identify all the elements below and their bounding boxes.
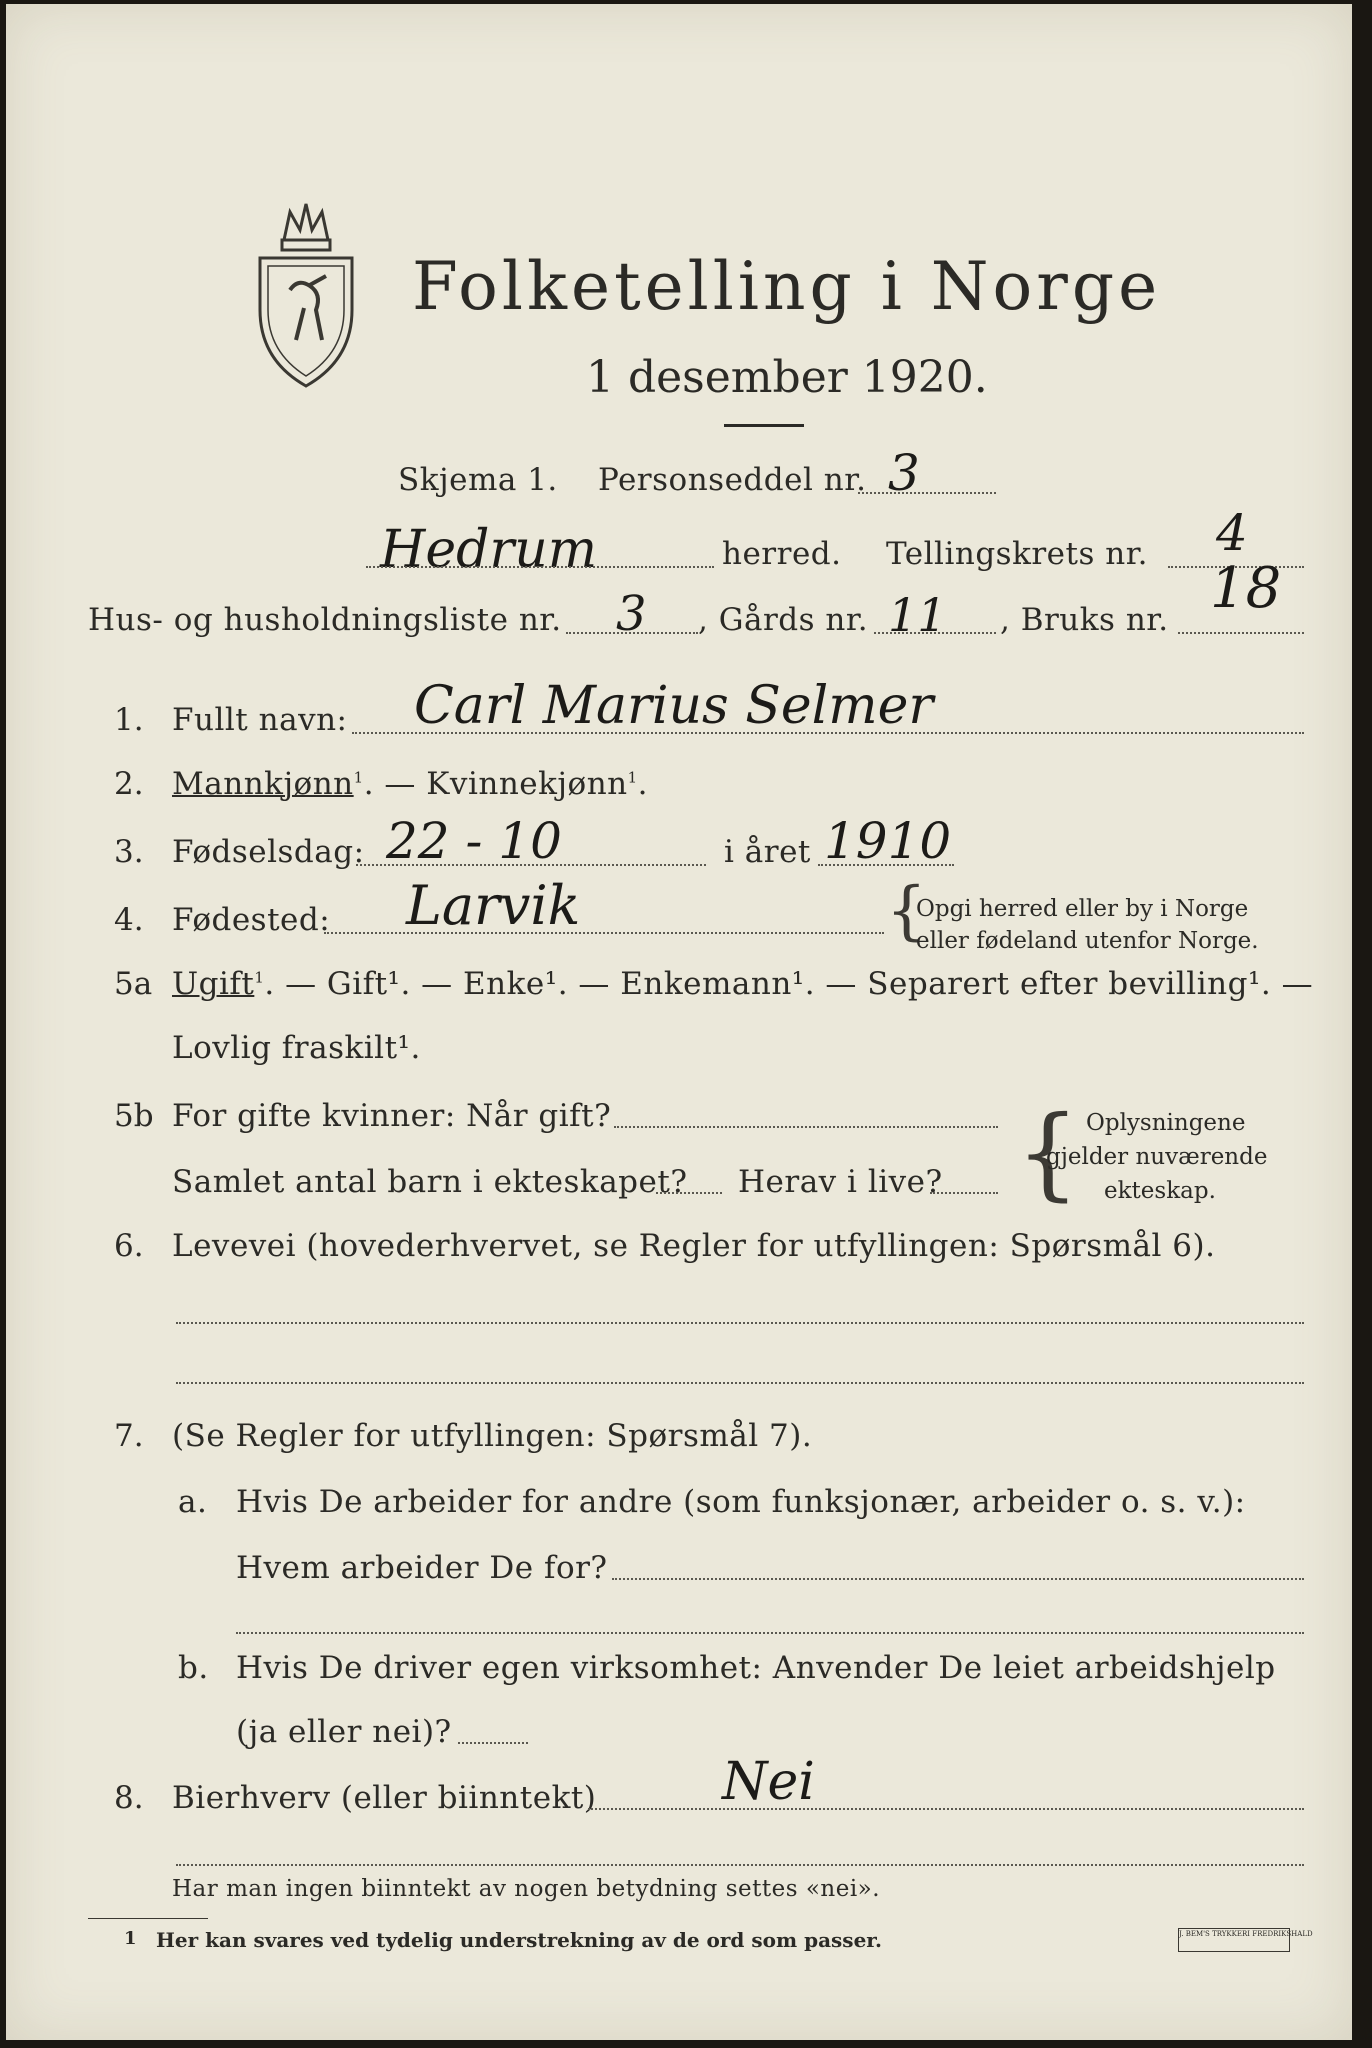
- tellingskrets-label: Tellingskrets nr.: [886, 536, 1148, 572]
- birthyear-value: 1910: [824, 812, 952, 870]
- full-name-value: Carl Marius Selmer: [414, 676, 934, 736]
- birthdate-value: 22 - 10: [386, 812, 562, 870]
- husholdning-value: 3: [616, 586, 647, 642]
- husholdning-label: Hus- og husholdningsliste nr.: [88, 602, 562, 638]
- q4-note-2: eller fødeland utenfor Norge.: [916, 928, 1259, 954]
- printer-stamp: J. BEM'S TRYKKERI FREDRIKSHALD: [1178, 1928, 1290, 1952]
- q5b-note-1: Oplysningene: [1086, 1110, 1246, 1136]
- ugift-option: Ugift: [172, 966, 255, 1002]
- gards-label: , Gårds nr.: [698, 602, 869, 638]
- q6-number: 6.: [114, 1228, 144, 1264]
- form-date: 1 desember 1920.: [586, 352, 988, 403]
- q5b-number: 5b: [114, 1098, 154, 1134]
- footnote-text: Her kan svares ved tydelig understrekning av de ord som passer.: [156, 1928, 882, 1952]
- q8-number: 8.: [114, 1780, 144, 1816]
- bierhverv-value: Nei: [722, 1752, 815, 1812]
- schema-label: Skjema 1.: [398, 462, 558, 498]
- q7-number: 7.: [114, 1418, 144, 1454]
- q4-note-1: Opgi herred eller by i Norge: [916, 896, 1249, 922]
- q3-year-label: i året: [724, 834, 811, 870]
- personseddel-value: 3: [888, 444, 920, 502]
- personseddel-label: Personseddel nr.: [598, 462, 867, 498]
- q5a-number: 5a: [114, 966, 153, 1002]
- q3-number: 3.: [114, 834, 144, 870]
- q5b-label-2: Samlet antal barn i ekteskapet?: [172, 1164, 688, 1200]
- form-title: Folketelling i Norge: [412, 248, 1162, 325]
- birthplace-value: Larvik: [406, 874, 581, 937]
- q2-number: 2.: [114, 766, 144, 802]
- q5a-options: Ugift$^1$. — Gift¹. — Enke¹. — Enkemann¹. — Separert efter bevilling¹. —: [172, 966, 1314, 1002]
- q7b-text: Hvis De driver egen virksomhet: Anvender De leiet arbeidshjelp: [236, 1650, 1276, 1686]
- q7a-letter: a.: [178, 1484, 208, 1520]
- title-rule: [724, 424, 804, 427]
- q3-label: Fødselsdag:: [172, 834, 365, 870]
- q7-label: (Se Regler for utfyllingen: Spørsmål 7).: [172, 1418, 813, 1454]
- q7b-text-2: (ja eller nei)?: [236, 1714, 452, 1750]
- q5b-note-2: gjelder nuværende: [1046, 1144, 1268, 1170]
- q1-number: 1.: [114, 702, 144, 738]
- q6-label: Levevei (hovederhvervet, se Regler for utfyllingen: Spørsmål 6).: [172, 1228, 1216, 1264]
- census-form-sheet: Folketelling i Norge 1 desember 1920. Skjema 1. Personseddel nr. 3 Hedrum herred. Tellingskrets nr. 4 Hus- og husholdningsliste nr. 3 , Gårds nr. 11 , Bruks nr. 18 1. Fullt navn: Carl Marius Selmer 2. Mannkjønn$^1$. — Kvinnekjønn$^1$. 3. Fødselsdag: 22 - 10 i året 1910 4. Fødested: Larvik { Opgi herred eller by i Norge eller fødeland utenfor Norge. 5a Ugift$^1$. — Gift¹. — Enke¹. — Enkemann¹. — Separert efter bevilling¹. — Lovlig fraskilt¹. 5b For gifte kvinner: Når gift? Samlet antal barn i ekteskapet? Herav i live? { Oplysningene gjelder nuværende ekteskap. 6. Levevei (hovederhvervet, se Regler for utfyllingen: Spørsmål 6). 7. (Se Regler for utfyllingen: Spørsmål 7). a. Hvis De arbeider for andre (som funksjonær, arbeider o. s. v.): Hvem arbeider De for? b. Hvis De driver egen virksomhet: Anvender De leiet arbeidshjelp (ja eller nei)? 8. Bierhverv (eller biinntekt) Nei Har man ingen biinntekt av nogen betydning settes «nei». 1 Her kan svares ved tydelig understrekning av de ord som passer. J. BEM'S TRYKKERI FREDRIKSHALD: [6, 4, 1352, 2040]
- q5b-label-3: Herav i live?: [738, 1164, 943, 1200]
- herred-value: Hedrum: [380, 520, 598, 580]
- bruks-label: , Bruks nr.: [1000, 602, 1169, 638]
- q7a-text: Hvis De arbeider for andre (som funksjonær, arbeider o. s. v.):: [236, 1484, 1246, 1520]
- gards-value: 11: [888, 588, 947, 642]
- q5b-note-3: ekteskap.: [1104, 1178, 1216, 1204]
- q4-number: 4.: [114, 902, 144, 938]
- q8-label: Bierhverv (eller biinntekt): [172, 1780, 597, 1816]
- q7a-text-2: Hvem arbeider De for?: [236, 1550, 608, 1586]
- q7b-letter: b.: [178, 1650, 209, 1686]
- bruks-value: 18: [1210, 556, 1282, 621]
- herred-label: herred.: [722, 536, 842, 572]
- q5b-label-1: For gifte kvinner: Når gift?: [172, 1098, 612, 1134]
- q5a-line-2: Lovlig fraskilt¹.: [172, 1030, 421, 1066]
- q1-label: Fullt navn:: [172, 702, 348, 738]
- q4-label: Fødested:: [172, 902, 331, 938]
- female-option: Kvinnekjønn: [426, 766, 628, 802]
- footnote-mark: 1: [124, 1928, 137, 1949]
- male-option: Mannkjønn: [172, 766, 354, 802]
- coat-of-arms-icon: [246, 190, 366, 390]
- q2-options: Mannkjønn$^1$. — Kvinnekjønn$^1$.: [172, 766, 649, 802]
- tellingskrets-value: 4: [1216, 504, 1248, 562]
- footer-note: Har man ingen biinntekt av nogen betydning settes «nei».: [172, 1876, 881, 1902]
